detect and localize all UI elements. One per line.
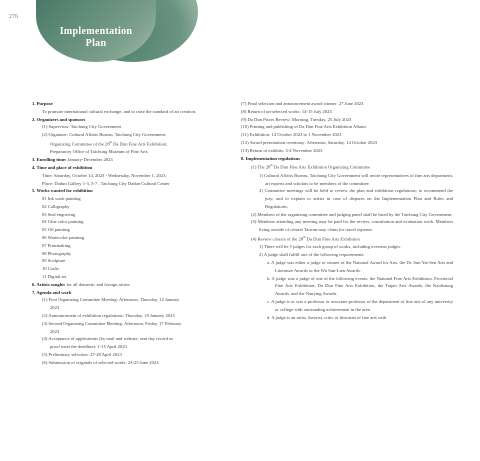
agenda-item: (12) Award presentation ceremony: Afternoon, Saturday, 14 October 2023: [241, 139, 378, 145]
requirement-item: c. A judge is or was a professor or associate professor of the department of fine arts of any university or college with outstanding achievement in the area.: [267, 298, 453, 312]
regulation-item: (4) Review criteria of the 28th Da Dun Fine Arts Exhibition: [251, 235, 360, 242]
work-item: 03 Seal engraving: [42, 211, 76, 217]
regulation-subitem: 2) Committee meetings will be held to review the plan and exhibition regulations; to recommend the jury; and to explain to artists in case of disputes on the Implementation Plan and Rules and Regulations.: [259, 188, 453, 209]
purpose-text: To promote international cultural exchange, and to raise the standard of art creation.: [42, 108, 197, 114]
work-item: 10 Crafts: [42, 266, 59, 272]
page-title-line2: Plan: [85, 38, 107, 49]
regulation-subitem: 1) There will be 5 judges for each group of works, including overseas judges.: [259, 244, 402, 250]
agenda-item: (13) Return of exhibits: 3-4 November 2023: [241, 147, 323, 153]
organizer-line: Preparatory Office of Taichung Museum of Fine Arts: [50, 149, 148, 155]
section-heading-time-place: 4. Time and place of exhibition: [32, 164, 93, 170]
work-item: 04 Glue color painting: [42, 219, 84, 225]
work-item: 01 Ink wash painting: [42, 196, 81, 202]
enrolling-time: 3. Enrolling time: January-December 2023: [32, 157, 113, 163]
work-item: 11 Digital art: [42, 274, 67, 280]
regulation-subitem: 2) A judge shall fulfill one of the following requirements:: [259, 252, 365, 258]
regulation-item: (2) Members of the organizing committee and judging panel shall be hired by the Taichung City Government.: [251, 211, 453, 217]
work-item: 05 Oil painting: [42, 227, 70, 233]
requirement-item: b. A judge was a judge of one of the following events: the National Fine Arts Exhibition, Provincial Fine Arts Exhibition, Da Dun Fine Arts Exhibition, the Taipei Arts Awards, the Kaohsiung Awards, and the Nanying Awards.: [267, 275, 453, 297]
agenda-item: (3) Second Organizing Committee Meeting: Afternoon, Friday, 17 February: [42, 320, 182, 326]
regulation-item: (1) The 28th Da Dun Fine Arts Exhibition Organizing Committee: [251, 163, 371, 170]
agenda-item: (11) Exhibition: 14 October 2023 to 1 November 2023: [241, 132, 342, 138]
organizer-line: (1) Supervisor: Taichung City Government: [42, 124, 121, 130]
agenda-item-cont: proof meet the deadline): 1-15 April 2023: [50, 344, 127, 350]
agenda-item: (8) Return of un-selected works: 14-15 July 2023: [241, 108, 332, 114]
agenda-item: (1) First Organizing Committee Meeting: Afternoon, Thursday, 12 January: [42, 297, 180, 303]
requirement-item: d. A judge is an artist, theorist, critic or historian of fine arts with: [267, 314, 387, 320]
regulation-item: (3) Members attending any meeting may be paid for the review, consultation and evaluation work. Members living outside of central Taiwan may claim for travel expense.: [251, 219, 453, 233]
section-heading-purpose: 1. Purpose: [32, 101, 53, 106]
agenda-item: (6) Submission of originals of selected works: 23-25 June 2023: [42, 359, 159, 365]
agenda-item: (2) Announcement of exhibition regulations: Thursday, 19 January 2023: [42, 313, 175, 319]
work-item: 09 Sculpture: [42, 258, 66, 264]
agenda-item-cont: 2023: [50, 328, 60, 334]
regulation-subitem: 1) Cultural Affairs Bureau, Taichung City Government will invite representatives of fine arts department, art experts and scholars to be members of the committee.: [259, 172, 453, 186]
agenda-item: (7) Final selection and announcement award winner: 27 June 2023: [241, 101, 364, 106]
agenda-item: (9) Da Dun Prizes Review: Morning, Tuesday, 25 July 2023: [241, 116, 352, 122]
section-heading-regulations: 8. Implementation regulations: [241, 155, 300, 161]
artists-sought: 6. Artists sought: for all domestic and foreign artists: [32, 281, 130, 287]
agenda-item-cont: 2023: [50, 305, 60, 311]
section-heading-organizers: 2. Organizers and sponsors: [32, 116, 86, 122]
work-item: 07 Printmaking: [42, 242, 71, 248]
page-number: 276: [9, 14, 18, 20]
section-heading-works: 5. Works wanted for exhibition: [32, 188, 93, 194]
organizer-line: (2) Organizer: Cultural Affairs Bureau, Taichung City Government;: [42, 132, 167, 138]
right-column: [241, 100, 453, 321]
work-item: 08 Photography: [42, 250, 72, 256]
exhibition-place: Place: Dadun Gallery 1-3, 5-7 , Taichung City Dadun Cultural Center: [42, 180, 170, 186]
agenda-item: (4) Acceptance of applications (by mail and website, sent day record as: [42, 336, 173, 342]
requirement-item: a. A judge was either a judge or winner of the National Award for Arts, the Dr. Sun Yat-Sen Arts and Literature Awards or the Wu San-Lien Awards.: [267, 260, 453, 273]
work-item: 06 Watercolor painting: [42, 235, 85, 241]
agenda-item: (5) Preliminary selection: 27-28 April 2023: [42, 352, 122, 358]
section-heading-agenda: 7. Agenda and work: [32, 289, 72, 295]
work-item: 02 Calligraphy: [42, 203, 70, 209]
left-column: [32, 100, 222, 367]
agenda-item: (10) Printing and publishing of Da Dun Fine Arts Exhibition Album: [241, 124, 366, 130]
exhibition-time: Time: Saturday, October 14, 2023 - Wednesday, November 1, 2023;: [42, 172, 167, 178]
organizer-line: Organizing Committee of the 28th Da Dun Fine Arts Exhibition;: [50, 139, 168, 147]
page-title-line1: Implementation: [59, 26, 133, 37]
page-title: [40, 26, 152, 50]
